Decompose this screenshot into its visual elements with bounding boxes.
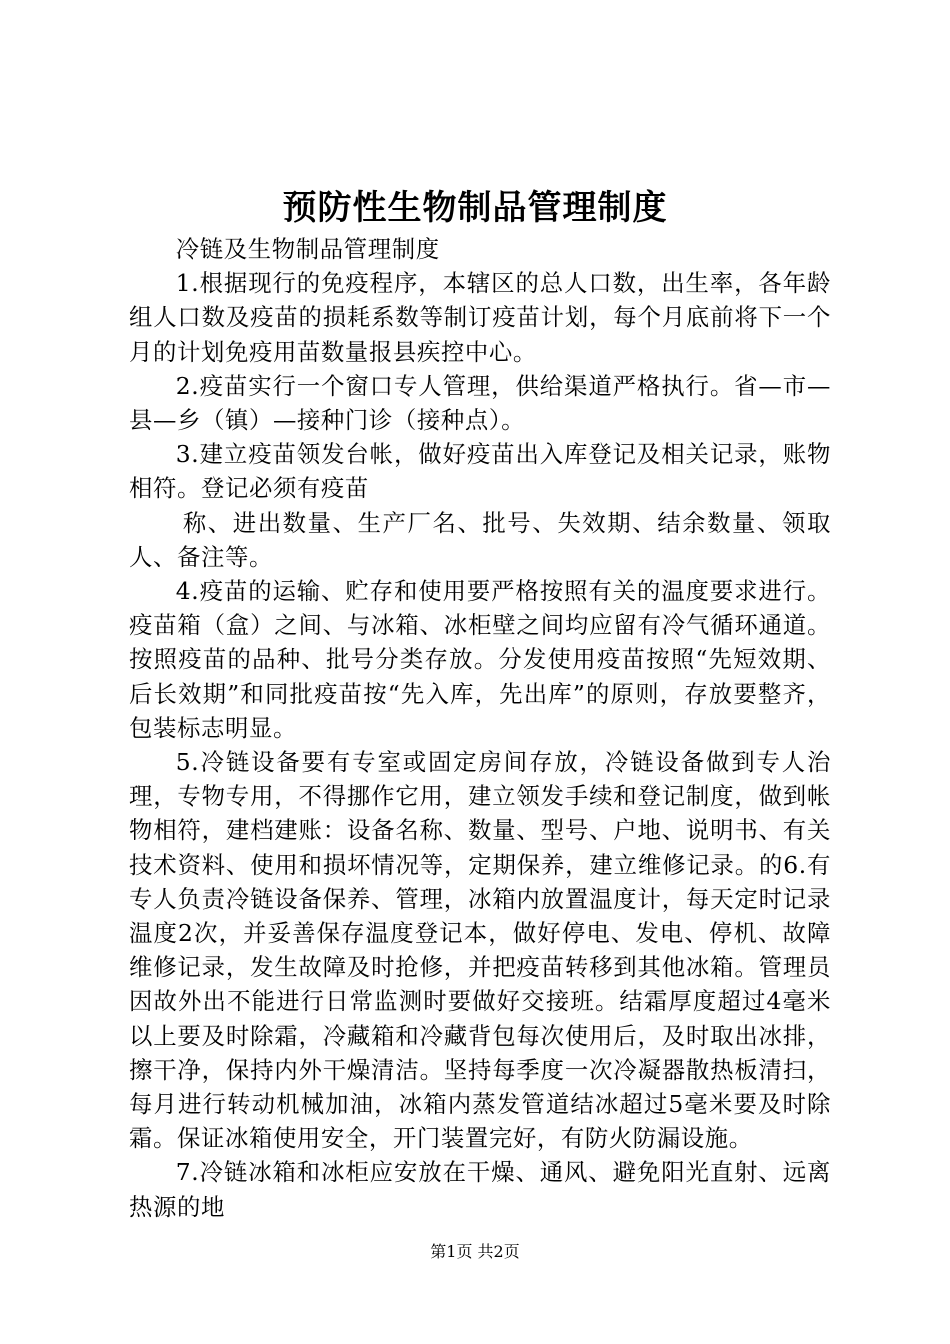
paragraph-item-7: 7.冷链冰箱和冰柜应安放在干燥、通风、避免阳光直射、远离热源的地 [129, 1158, 831, 1221]
page-number-footer: 第1页 共2页 [430, 1242, 520, 1261]
paragraph-item-2: 2.疫苗实行一个窗口专人管理，供给渠道严格执行。省—市—县—乡（镇）—接种门诊（接种点）。 [129, 371, 831, 435]
document-title: 预防性生物制品管理制度 [282, 188, 668, 228]
paragraph-heading: 冷链及生物制品管理制度 [175, 235, 440, 263]
paragraph-item-1: 1.根据现行的免疫程序，本辖区的总人口数，出生率，各年龄组人口数及疫苗的损耗系数等制订疫苗计划，每个月底前将下一个月的计划免疫用苗数量报县疾控中心。 [129, 269, 831, 366]
paragraph-item-5-6: 5.冷链设备要有专室或固定房间存放，冷链设备做到专人治理，专物专用，不得挪作它用，建立领发手续和登记制度，做到帐物相符，建档建账：设备名称、数量、型号、户地、说明书、有关技术资料、使用和损坏情况等，定期保养，建立维修记录。的6.有专人负责冷链设备保养、管理，冰箱内放置温度计，每天定时记录温度2次，并妥善保存温度登记本，做好停电、发电、停机、故障维修记录，发生故障及时抢修，并把疫苗转移到其他冰箱。管理员因故外出不能进行日常监测时要做好交接班。结霜厚度超过4毫米以上要及时除霜，冷藏箱和冷藏背包每次使用后，及时取出冰排，擦干净，保持内外干燥清洁。坚持每季度一次冷凝器散热板清扫，每月进行转动机械加油，冰箱内蒸发管道结冰超过5毫米要及时除霜。保证冰箱使用安全，开门装置完好，有防火防漏设施。 [129, 748, 831, 1153]
paragraph-item-3: 3.建立疫苗领发台帐，做好疫苗出入库登记及相关记录，账物相符。登记必须有疫苗 [129, 440, 831, 503]
document-body [129, 232, 831, 1224]
paragraph-item-4: 4.疫苗的运输、贮存和使用要严格按照有关的温度要求进行。疫苗箱（盒）之间、与冰箱、冰柜壁之间均应留有冷气循环通道。按照疫苗的品种、批号分类存放。分发使用疫苗按照“先短效期、后长效期”和同批疫苗按“先入库，先出库”的原则，存放要整齐，包装标志明显。 [129, 577, 831, 742]
paragraph-item-3-continued: 称、进出数量、生产厂名、批号、失效期、结余数量、领取人、备注等。 [129, 508, 831, 571]
